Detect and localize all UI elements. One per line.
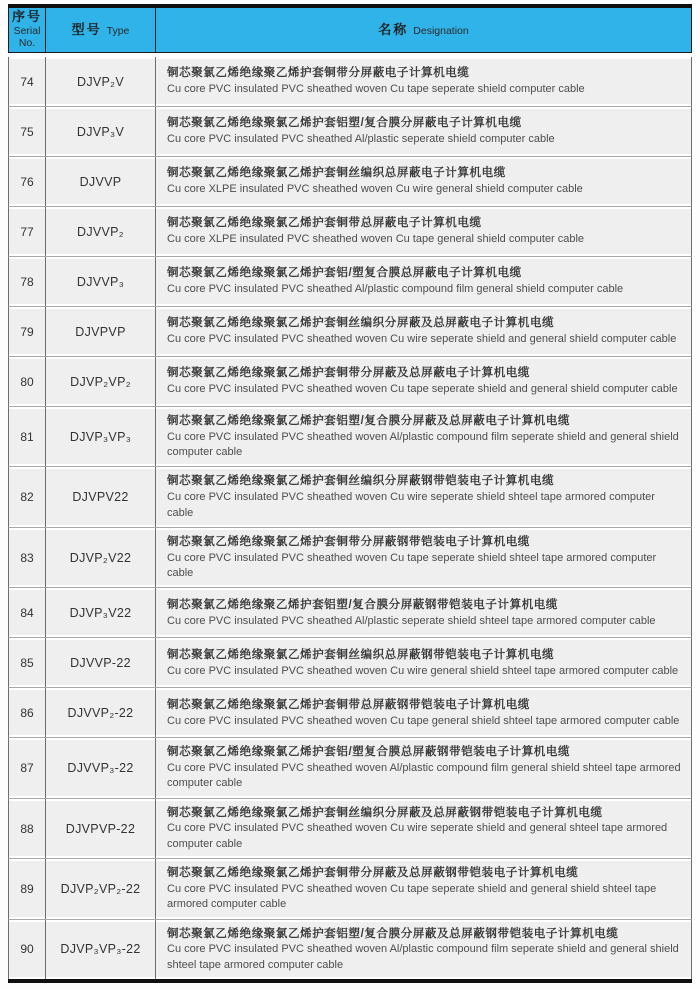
designation-en: Cu core PVC insulated PVC sheathed Al/plastic compound film general shield computer cable [167,283,624,296]
header-serial-cn: 序号 [11,9,42,25]
table-row [8,527,692,587]
serial-cell: 90 [9,920,45,979]
designation-cell [155,407,691,466]
table-row [8,106,692,156]
designation-en: Cu core PVC insulated PVC sheathed woven Cu wire seperate shield and general shield computer cable [167,333,677,346]
designation-cn: 铜芯聚氯乙烯绝缘聚氯乙烯护套铝塑/复合膜分屏蔽电子计算机电缆 [167,117,522,130]
table-row [8,356,692,406]
designation-cell [155,207,691,256]
designation-cn: 铜芯聚氯乙烯绝缘聚氯乙烯护套铜带分屏蔽及总屏蔽电子计算机电缆 [167,367,530,380]
serial-cell: 74 [9,57,45,106]
designation-cn: 铜芯聚氯乙烯绝缘聚氯乙烯护套铝塑/复合膜分屏蔽及总屏蔽钢带铠装电子计算机电缆 [167,927,619,940]
table-row [8,406,692,466]
header-designation-en: Designation [413,24,469,37]
table-header-row [8,8,692,53]
designation-cn: 铜芯聚氯乙烯绝缘聚乙烯护套铝塑/复合膜分屏蔽钢带铠装电子计算机电缆 [167,598,558,611]
type-cell: DJVVP₂-22 [45,688,155,737]
type-cell: DJVVP₂ [45,207,155,256]
designation-cn: 铜芯聚氯乙烯绝缘聚氯乙烯护套铜丝编织总屏蔽电子计算机电缆 [167,167,506,180]
serial-cell: 76 [9,157,45,206]
table-row [8,306,692,356]
table-row [8,858,692,918]
designation-cn: 铜芯聚氯乙烯绝缘聚氯乙烯护套铜带分屏蔽钢带铠装电子计算机电缆 [167,535,530,548]
designation-cell [155,799,691,858]
type-cell: DJVP₃VP₃-22 [45,920,155,979]
designation-cell [155,107,691,156]
designation-en: Cu core XLPE insulated PVC sheathed woven Cu tape general shield computer cable [167,233,585,246]
designation-en: Cu core PVC insulated PVC sheathed Al/plastic seperate shield computer cable [167,133,555,146]
table-row [8,587,692,637]
designation-en: Cu core PVC insulated PVC sheathed woven Cu tape seperate shield and general shield computer cable [167,383,678,396]
designation-cell [155,588,691,637]
designation-en: Cu core PVC insulated PVC sheathed woven Cu wire general shield shteel tape armored computer cable [167,664,679,677]
table-row [8,466,692,526]
type-cell: DJVPV22 [45,467,155,526]
type-cell: DJVPVP-22 [45,799,155,858]
table-row [8,57,692,106]
designation-en: Cu core PVC insulated PVC sheathed woven Cu wire seperate shield and general shteel tape armored computer cable [167,822,668,850]
serial-cell: 81 [9,407,45,466]
serial-cell: 84 [9,588,45,637]
designation-en: Cu core PVC insulated PVC sheathed woven Cu wire seperate shield shteel tape armored computer cable [167,491,655,519]
type-cell: DJVP₃V [45,107,155,156]
serial-cell: 86 [9,688,45,737]
header-type-en: Type [106,24,130,37]
designation-cn: 铜芯聚氯乙烯绝缘聚氯乙烯护套铜带总屏蔽钢带铠装电子计算机电缆 [167,698,530,711]
designation-cn: 铜芯聚氯乙烯绝缘聚氯乙烯护套铜丝编织分屏蔽及总屏蔽电子计算机电缆 [167,317,555,330]
serial-cell: 83 [9,528,45,587]
table-row [8,737,692,797]
type-cell: DJVP₂V [45,57,155,106]
designation-cell [155,688,691,737]
designation-cn: 铜芯聚氯乙烯绝缘聚氯乙烯护套铝塑/复合膜分屏蔽及总屏蔽电子计算机电缆 [167,415,571,427]
table-row [8,637,692,687]
type-cell: DJVP₂VP₂-22 [45,859,155,918]
type-cell: DJVVP [45,157,155,206]
designation-en: Cu core PVC insulated PVC sheathed woven Cu tape seperate shield shteel tape armored computer cable [167,551,657,579]
serial-cell: 77 [9,207,45,256]
table-row [8,206,692,256]
designation-cell [155,528,691,587]
header-designation-cn: 名称 [378,21,409,37]
type-cell: DJVP₃VP₃ [45,407,155,466]
serial-cell: 85 [9,638,45,687]
type-cell: DJVVP-22 [45,638,155,687]
designation-cn: 铜芯聚氯乙烯绝缘聚乙烯护套铜带分屏蔽电子计算机电缆 [167,67,470,80]
designation-en: Cu core PVC insulated PVC sheathed woven Al/plastic compound film general shield shteel tape armored computer cable [167,762,681,790]
type-cell: DJVP₂V22 [45,528,155,587]
type-cell: DJVP₂VP₂ [45,357,155,406]
header-serial-en1: Serial [13,25,41,38]
designation-en: Cu core PVC insulated PVC sheathed woven Cu tape seperate shield computer cable [167,83,585,96]
designation-cell [155,357,691,406]
serial-cell: 75 [9,107,45,156]
designation-cn: 铜芯聚氯乙烯绝缘聚氯乙烯护套铝/塑复合膜总屏蔽钢带铠装电子计算机电缆 [167,746,571,759]
type-cell: DJVP₃V22 [45,588,155,637]
type-cell: DJVVP₃ [45,257,155,306]
serial-cell: 79 [9,307,45,356]
serial-cell: 78 [9,257,45,306]
header-type-cell [45,8,155,52]
table-body [8,57,692,979]
header-designation-cell [155,8,691,52]
designation-cn: 铜芯聚氯乙烯绝缘聚氯乙烯护套铜丝编织总屏蔽钢带铠装电子计算机电缆 [167,648,555,661]
serial-cell: 87 [9,738,45,797]
designation-en: Cu core PVC insulated PVC sheathed Al/plastic seperate shield shteel tape armored computer cable [167,614,656,627]
designation-cell [155,157,691,206]
cable-type-table [8,4,692,983]
serial-cell: 82 [9,467,45,526]
type-cell: DJVVP₃-22 [45,738,155,797]
designation-cell [155,638,691,687]
serial-cell: 88 [9,799,45,858]
designation-cn: 铜芯聚氯乙烯绝缘聚氯乙烯护套铜带分屏蔽及总屏蔽钢带铠装电子计算机电缆 [167,867,579,880]
designation-en: Cu core PVC insulated PVC sheathed woven Al/plastic compound film seperate shield and general shield shteel tape armored computer cable [167,943,679,971]
designation-cell [155,257,691,306]
designation-cn: 铜芯聚氯乙烯绝缘聚氯乙烯护套铝/塑复合膜总屏蔽电子计算机电缆 [167,267,522,280]
header-serial-en2: No. [18,37,36,50]
designation-cn: 铜芯聚氯乙烯绝缘聚氯乙烯护套铜带总屏蔽电子计算机电缆 [167,217,482,230]
serial-cell: 89 [9,859,45,918]
designation-cell [155,57,691,106]
designation-cell [155,738,691,797]
designation-cn: 铜芯聚氯乙烯绝缘聚氯乙烯护套铜丝编织分屏蔽及总屏蔽钢带铠装电子计算机电缆 [167,806,603,819]
header-type-cn: 型号 [71,21,102,37]
serial-cell: 80 [9,357,45,406]
designation-en: Cu core PVC insulated PVC sheathed woven Cu tape seperate shield and general shield shteel tape armored computer cable [167,882,657,911]
header-serial-cell [9,8,45,52]
type-cell: DJVPVP [45,307,155,356]
table-row [8,687,692,737]
designation-cell [155,467,691,526]
table-row [8,919,692,979]
table-row [8,256,692,306]
designation-cn: 铜芯聚氯乙烯绝缘聚氯乙烯护套铜丝编织分屏蔽钢带铠装电子计算机电缆 [167,475,555,488]
designation-en: Cu core XLPE insulated PVC sheathed woven Cu wire general shield computer cable [167,183,583,196]
designation-cell [155,859,691,918]
designation-cell [155,307,691,356]
designation-en: Cu core PVC insulated PVC sheathed woven Cu tape general shield shteel tape armored computer cable [167,714,680,727]
designation-cell [155,920,691,979]
table-row [8,156,692,206]
table-row [8,798,692,858]
designation-en: Cu core PVC insulated PVC sheathed woven Al/plastic compound film seperate shield and general shield computer cable [167,430,679,459]
